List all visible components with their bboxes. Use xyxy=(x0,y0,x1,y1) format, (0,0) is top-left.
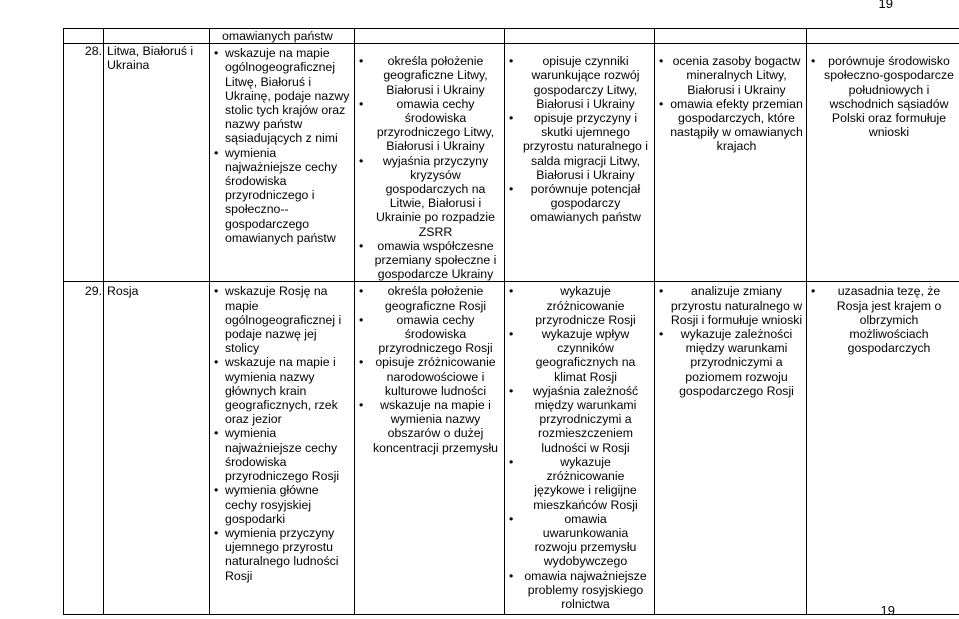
list-item: • wykazuje zróżnicowanie językowe i religijne mieszkańców Rosji xyxy=(508,455,651,512)
list-item: • wskazuje na mapie i wymienia nazwy głównych krain geograficznych, rzek oraz jezior xyxy=(213,355,351,426)
list-item: • wymienia przyczyny ujemnego przyrostu naturalnego ludności Rosji xyxy=(213,526,351,583)
page-number-top: 19 xyxy=(878,0,893,11)
page-number-bottom: 19 xyxy=(880,603,895,618)
list-item: • omawia cechy środowiska przyrodniczego Rosji xyxy=(358,313,501,356)
list-item: • wyjaśnia zależność między warunkami przyrodniczymi a rozmieszczeniem ludności w Rosji xyxy=(508,384,651,455)
application-list xyxy=(508,54,651,224)
list-item: • określa położenie geograficzne Rosji xyxy=(358,284,501,312)
row-number: 28. xyxy=(64,44,104,282)
knowledge-list xyxy=(213,46,351,245)
list-item: • porównuje potencjał gospodarczy omawianych państw xyxy=(508,182,651,225)
list-item: • porównuje środowisko społeczno-gospodarcze południowych i wschodnich sąsiadów Polski oraz formułuje wnioski xyxy=(810,54,956,139)
list-item: • wymienia główne cechy rosyjskiej gospodarki xyxy=(213,483,351,526)
list-item: • omawia uwarunkowania rozwoju przemysłu wydobywczego xyxy=(508,512,651,569)
table-row-28 xyxy=(64,44,959,282)
list-item: • opisuje przyczyny i skutki ujemnego przyrostu naturalnego i salda migracji Litwy, Białorusi i Ukrainy xyxy=(508,111,651,182)
list-item: • omawia współczesne przemiany społeczne i gospodarcze Ukrainy xyxy=(358,239,501,282)
list-item: • wykazuje zależności między warunkami przyrodniczymi a poziomem rozwoju gospodarczego Rosji xyxy=(658,327,803,398)
list-item: • uzasadnia tezę, że Rosja jest krajem o olbrzymich możliwościach gospodarczych xyxy=(810,284,956,355)
list-item: • wskazuje Rosję na mapie ogólnogeograficznej i podaje nazwę jej stolicy xyxy=(213,284,351,355)
list-item: • wskazuje na mapie i wymienia nazwy obszarów o dużej koncentracji przemysłu xyxy=(358,398,501,455)
list-item: • ocenia zasoby bogactw mineralnych Litwy, Białorusi i Ukrainy xyxy=(658,54,803,97)
list-item: • omawia efekty przemian gospodarczych, które nastąpiły w omawianych krajach xyxy=(658,97,803,154)
analysis-list xyxy=(658,54,803,153)
continuation-text: omawianych państw xyxy=(210,29,355,44)
topic-cell: Rosja xyxy=(104,282,210,615)
knowledge-list xyxy=(213,284,351,582)
list-item: • wymienia najważniejsze cechy środowiska przyrodniczego i społeczno--gospodarczego omawianych państw xyxy=(213,146,351,245)
list-item: • wykazuje wpływ czynników geograficznych na klimat Rosji xyxy=(508,327,651,384)
understanding-list xyxy=(358,54,501,281)
table-row xyxy=(64,29,959,44)
row-number: 29. xyxy=(64,282,104,615)
list-item: • określa położenie geograficzne Litwy, Białorusi i Ukrainy xyxy=(358,54,501,97)
evaluation-list xyxy=(810,54,956,139)
list-item: • analizuje zmiany przyrostu naturalnego w Rosji i formułuje wnioski xyxy=(658,284,803,327)
topic-cell: Litwa, Białoruś i Ukraina xyxy=(104,44,210,282)
curriculum-table xyxy=(63,28,959,615)
analysis-list xyxy=(658,284,803,398)
evaluation-list xyxy=(810,284,956,355)
understanding-list xyxy=(358,284,501,454)
list-item: • wymienia najważniejsze cechy środowiska przyrodniczego Rosji xyxy=(213,426,351,483)
list-item: • opisuje zróżnicowanie narodowościowe i kulturowe ludności xyxy=(358,355,501,398)
list-item: • wyjaśnia przyczyny kryzysów gospodarczych na Litwie, Białorusi i Ukrainie po rozpadzie ZSRR xyxy=(358,154,501,239)
list-item: • omawia najważniejsze problemy rosyjskiego rolnictwa xyxy=(508,569,651,612)
list-item: • opisuje czynniki warunkujące rozwój gospodarczy Litwy, Białorusi i Ukrainy xyxy=(508,54,651,111)
list-item: • wskazuje na mapie ogólnogeograficznej Litwę, Białoruś i Ukrainę, podaje nazwy stolic tych krajów oraz nazwy państw sąsiadujących z nimi xyxy=(213,46,351,145)
table-row-29 xyxy=(64,282,959,615)
list-item: • wykazuje zróżnicowanie przyrodnicze Rosji xyxy=(508,284,651,327)
application-list xyxy=(508,284,651,611)
list-item: • omawia cechy środowiska przyrodniczego Litwy, Białorusi i Ukrainy xyxy=(358,97,501,154)
